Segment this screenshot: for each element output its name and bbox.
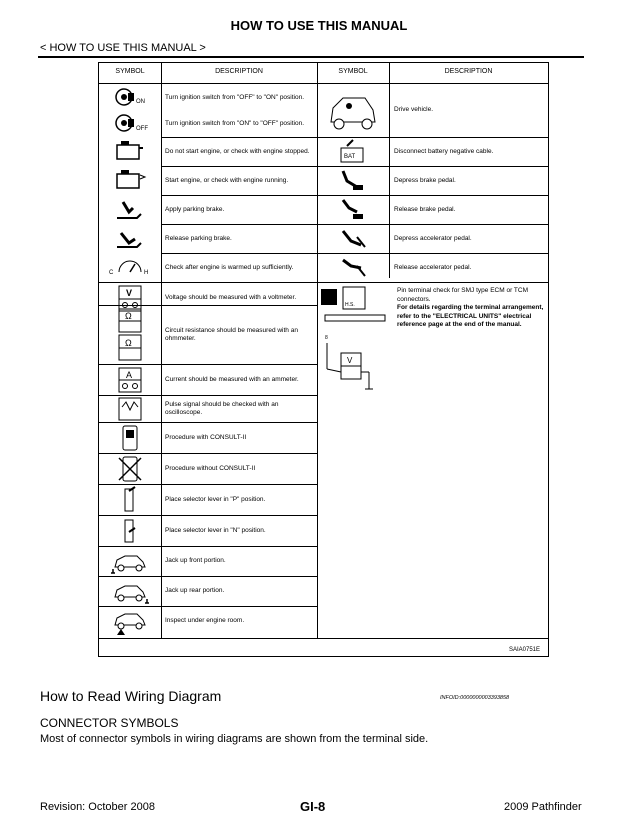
pin-check-text: Pin terminal check for SMJ type ECM or TCM connectors. (397, 287, 528, 303)
symbol-row (99, 423, 317, 453)
figure-reference-code: SAIA0751E (508, 647, 540, 653)
breadcrumb[interactable]: < HOW TO USE THIS MANUAL > (40, 42, 206, 54)
battery-disconnect-icon (317, 138, 389, 166)
symbol-row (99, 516, 317, 546)
symbol-row (99, 607, 317, 636)
selector-p-icon (99, 485, 161, 515)
symbol-row (99, 485, 317, 515)
row-description (397, 283, 545, 407)
voltmeter-label: V (126, 288, 133, 298)
row-description: Check after engine is warmed up sufficiently. (165, 263, 294, 271)
col-symbol-right: SYMBOL (338, 68, 368, 75)
ammeter-label: A (126, 370, 133, 380)
symbol-row (99, 454, 317, 484)
symbol-row (99, 112, 317, 136)
row-description: Do not start engine, or check with engine stopped. (165, 147, 310, 155)
pin-check-row (317, 283, 548, 403)
hs-label: H.S. (345, 302, 355, 308)
ignition-on-icon (99, 84, 161, 112)
section-subtitle: CONNECTOR SYMBOLS (40, 716, 179, 730)
ohmmeter-label: Ω (125, 338, 132, 348)
accel-pedal-release-icon (317, 254, 389, 282)
symbol-row (99, 225, 317, 253)
section-title: How to Read Wiring Diagram (40, 688, 222, 704)
ohmmeter-label: Ω (125, 311, 132, 321)
battery-label: BAT (344, 154, 356, 160)
row-description: Circuit resistance should be measured with an ohmmeter. (165, 326, 298, 342)
ohmmeter-icon (99, 306, 161, 364)
symbol-row (99, 196, 317, 224)
section-body: Most of connector symbols in wiring diagrams are shown from the terminal side. (40, 733, 429, 745)
temp-hot-label: H (144, 270, 149, 276)
symbol-row (99, 396, 317, 422)
oscilloscope-icon (99, 396, 161, 422)
symbols-figure (98, 62, 549, 657)
row-description: Depress brake pedal. (394, 176, 456, 184)
parking-brake-release-icon (99, 225, 161, 253)
col-description-left: DESCRIPTION (215, 68, 263, 75)
row-description: Start engine, or check with engine running. (165, 176, 289, 184)
symbol-row (317, 84, 548, 137)
row-description: Place selector lever in "P" position. (165, 495, 266, 503)
symbol-row (99, 547, 317, 576)
row-description: Place selector lever in "N" position. (165, 526, 266, 534)
consult-icon (99, 423, 161, 453)
pin-check-bold-text: For details regarding the terminal arrangement, refer to the "ELECTRICAL UNITS" electrical reference page at the end of the manual. (397, 304, 544, 328)
accel-pedal-depress-icon (317, 225, 389, 253)
symbol-row (317, 167, 548, 195)
row-description: Release parking brake. (165, 234, 232, 242)
brake-pedal-depress-icon (317, 167, 389, 195)
row-description: Voltage should be measured with a voltmeter. (165, 294, 297, 302)
row-description: Disconnect battery negative cable. (394, 147, 494, 155)
symbol-row (317, 138, 548, 166)
row-description: Jack up front portion. (165, 557, 226, 565)
row-description: Drive vehicle. (394, 106, 434, 114)
ignition-on-label: ON (136, 99, 145, 105)
drive-vehicle-icon (317, 84, 389, 137)
col-symbol-left: SYMBOL (115, 68, 145, 75)
info-id: INFOID:0000000003393858 (440, 695, 510, 701)
selector-n-icon (99, 516, 161, 546)
symbol-row (99, 138, 317, 166)
pin-terminal-check-icon (317, 283, 397, 403)
row-description: Inspect under engine room. (165, 617, 245, 625)
jack-rear-icon (99, 577, 161, 606)
ignition-off-label: OFF (136, 126, 148, 132)
symbol-row (317, 196, 548, 224)
ammeter-icon (99, 365, 161, 395)
jack-front-icon (99, 547, 161, 576)
engine-stop-icon (99, 138, 161, 166)
row-description: Apply parking brake. (165, 205, 225, 213)
row-description: Depress accelerator pedal. (394, 234, 472, 242)
temp-cold-label: C (109, 270, 114, 276)
table-bottom-rule (99, 638, 548, 639)
symbol-row (99, 167, 317, 195)
footer-revision: Revision: October 2008 (40, 801, 155, 813)
row-description: Jack up rear portion. (165, 587, 225, 595)
symbol-row (99, 254, 317, 282)
row-description: Pulse signal should be checked with an oscilloscope. (165, 400, 279, 416)
row-description: Release brake pedal. (394, 205, 456, 213)
symbol-row (99, 365, 317, 395)
ignition-off-icon (99, 112, 161, 136)
symbol-row (99, 577, 317, 606)
col-description-right: DESCRIPTION (444, 68, 493, 75)
row-description: Turn ignition switch from "OFF" to "ON" position. (165, 93, 305, 101)
engine-run-icon (99, 167, 161, 195)
symbol-row (317, 225, 548, 253)
inspect-engine-room-icon (99, 607, 161, 636)
brake-pedal-release-icon (317, 196, 389, 224)
row-description: Turn ignition switch from "ON" to "OFF" position. (165, 119, 305, 127)
header-divider (38, 56, 584, 58)
footer-model: 2009 Pathfinder (504, 801, 582, 813)
no-consult-icon (99, 454, 161, 484)
symbol-row (99, 84, 317, 112)
row-description: Current should be measured with an ammeter. (165, 375, 299, 383)
symbol-row (317, 254, 548, 282)
table-header (99, 63, 548, 84)
symbol-row (99, 306, 317, 364)
temperature-gauge-icon (99, 254, 161, 282)
row-description: Procedure without CONSULT-II (165, 464, 256, 472)
footer-page-number: GI-8 (300, 799, 326, 814)
pin-number-label: 8 (325, 335, 328, 341)
voltmeter-label: V (347, 356, 353, 365)
page-title: HOW TO USE THIS MANUAL (230, 18, 408, 33)
row-description: Release accelerator pedal. (394, 263, 472, 271)
row-description: Procedure with CONSULT-II (165, 433, 247, 441)
parking-brake-apply-icon (99, 196, 161, 224)
